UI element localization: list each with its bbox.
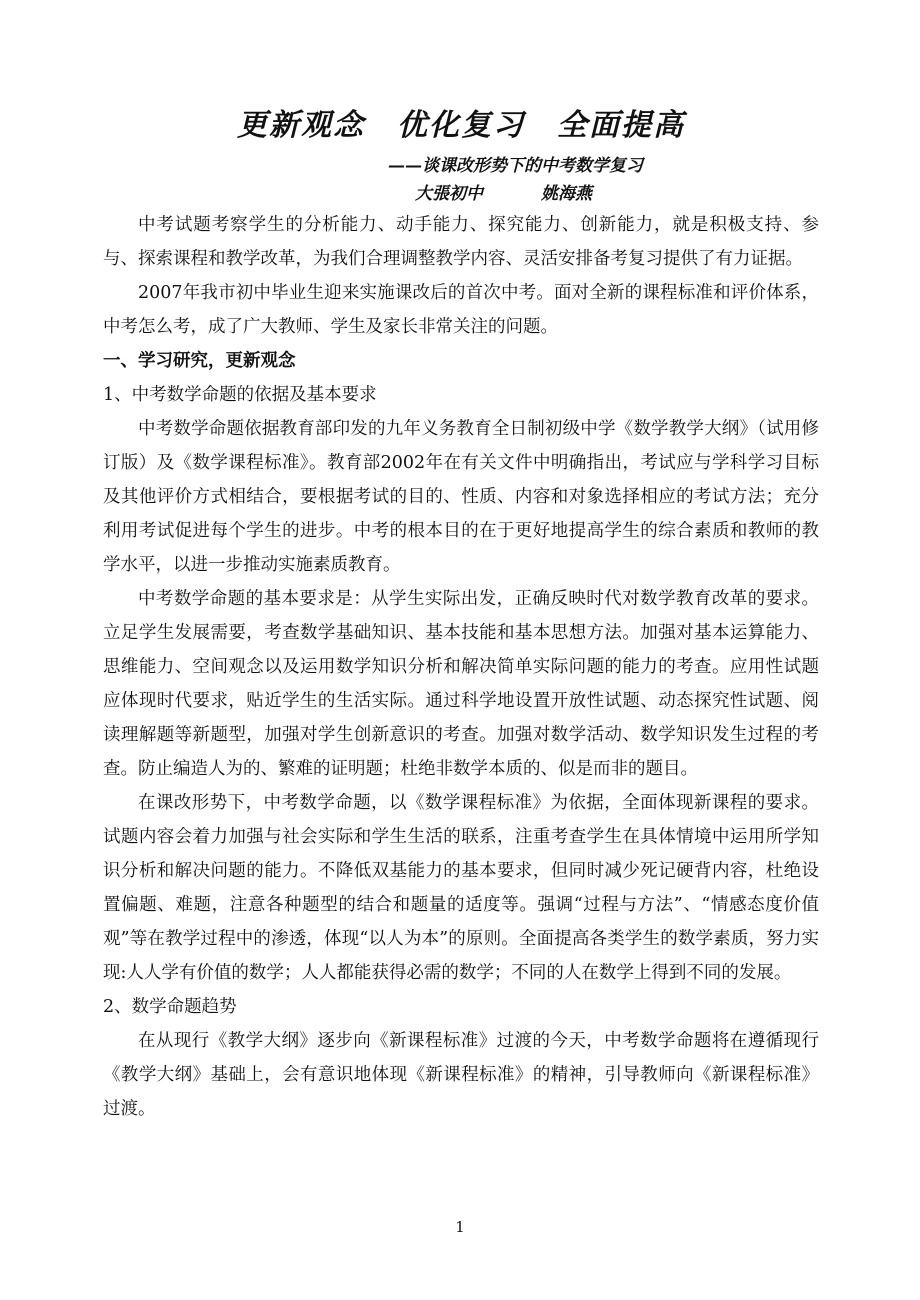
section-heading: 一、学习研究，更新观念: [103, 351, 296, 371]
document-subtitle: ——谈课改形势下的中考数学复习: [388, 156, 643, 176]
subsection-heading: 1、中考数学命题的依据及基本要求: [103, 385, 377, 405]
author-name: 姚海燕: [541, 184, 592, 204]
author-school: 大張初中: [415, 184, 483, 204]
document-page: [103, 100, 819, 1126]
intro-paragraph: 2007年我市初中毕业生迎来实施课改后的首次中考。面对全新的课程标准和评价体系，中考怎么考，成了广大教师、学生及家长非常关注的问题。: [103, 283, 819, 337]
subsection-heading: 2、数学命题趋势: [103, 997, 237, 1017]
body-paragraph: 中考数学命题依据教育部印发的九年义务教育全日制初级中学《数学教学大纲》（试用修订版）及《数学课程标准》。教育部2002年在有关文件中明确指出，考试应与学科学习目标及其他评价方式相结合，要根据考试的目的、性质、内容和对象选择相应的考试方法；充分利用考试促进每个学生的进步。中考的根本目的在于更好地提高学生的综合素质和教师的教学水平，以进一步推动实施素质教育。: [103, 419, 819, 575]
body-paragraph: 在从现行《教学大纲》逐步向《新课程标准》过渡的今天，中考数学命题将在遵循现行《教学大纲》基础上，会有意识地体现《新课程标准》的精神，引导教师向《新课程标准》过渡。: [103, 1031, 819, 1119]
intro-paragraph: 中考试题考察学生的分析能力、动手能力、探究能力、创新能力，就是积极支持、参与、探索课程和教学改革，为我们合理调整教学内容、灵活安排备考复习提供了有力证据。: [103, 215, 819, 269]
document-title: 更新观念 优化复习 全面提高: [237, 108, 685, 143]
body-paragraph: 中考数学命题的基本要求是：从学生实际出发，正确反映时代对数学教育改革的要求。立足学生发展需要，考查数学基础知识、基本技能和基本思想方法。加强对基本运算能力、思维能力、空间观念以及运用数学知识分析和解决简单实际问题的能力的考查。应用性试题应体现时代要求，贴近学生的生活实际。通过科学地设置开放性试题、动态探究性试题、阅读理解题等新题型，加强对学生创新意识的考查。加强对数学活动、数学知识发生过程的考查。防止编造人为的、繁难的证明题；杜绝非数学本质的、似是而非的题目。: [103, 589, 819, 779]
author-line: [103, 180, 819, 208]
body-paragraph: 在课改形势下，中考数学命题，以《数学课程标准》为依据，全面体现新课程的要求。试题内容会着力加强与社会实际和学生生活的联系，注重考查学生在具体情境中运用所学知识分析和解决问题的能力。不降低双基能力的基本要求，但同时减少死记硬背内容，杜绝设置偏题、难题，注意各种题型的结合和题量的适度等。强调“过程与方法”、“情感态度价值观”等在教学过程中的渗透，体现“以人为本”的原则。全面提高各类学生的数学素质，努力实现:人人学有价值的数学；人人都能获得必需的数学；不同的人在数学上得到不同的发展。: [103, 793, 819, 983]
page-number: 1: [455, 1218, 465, 1236]
